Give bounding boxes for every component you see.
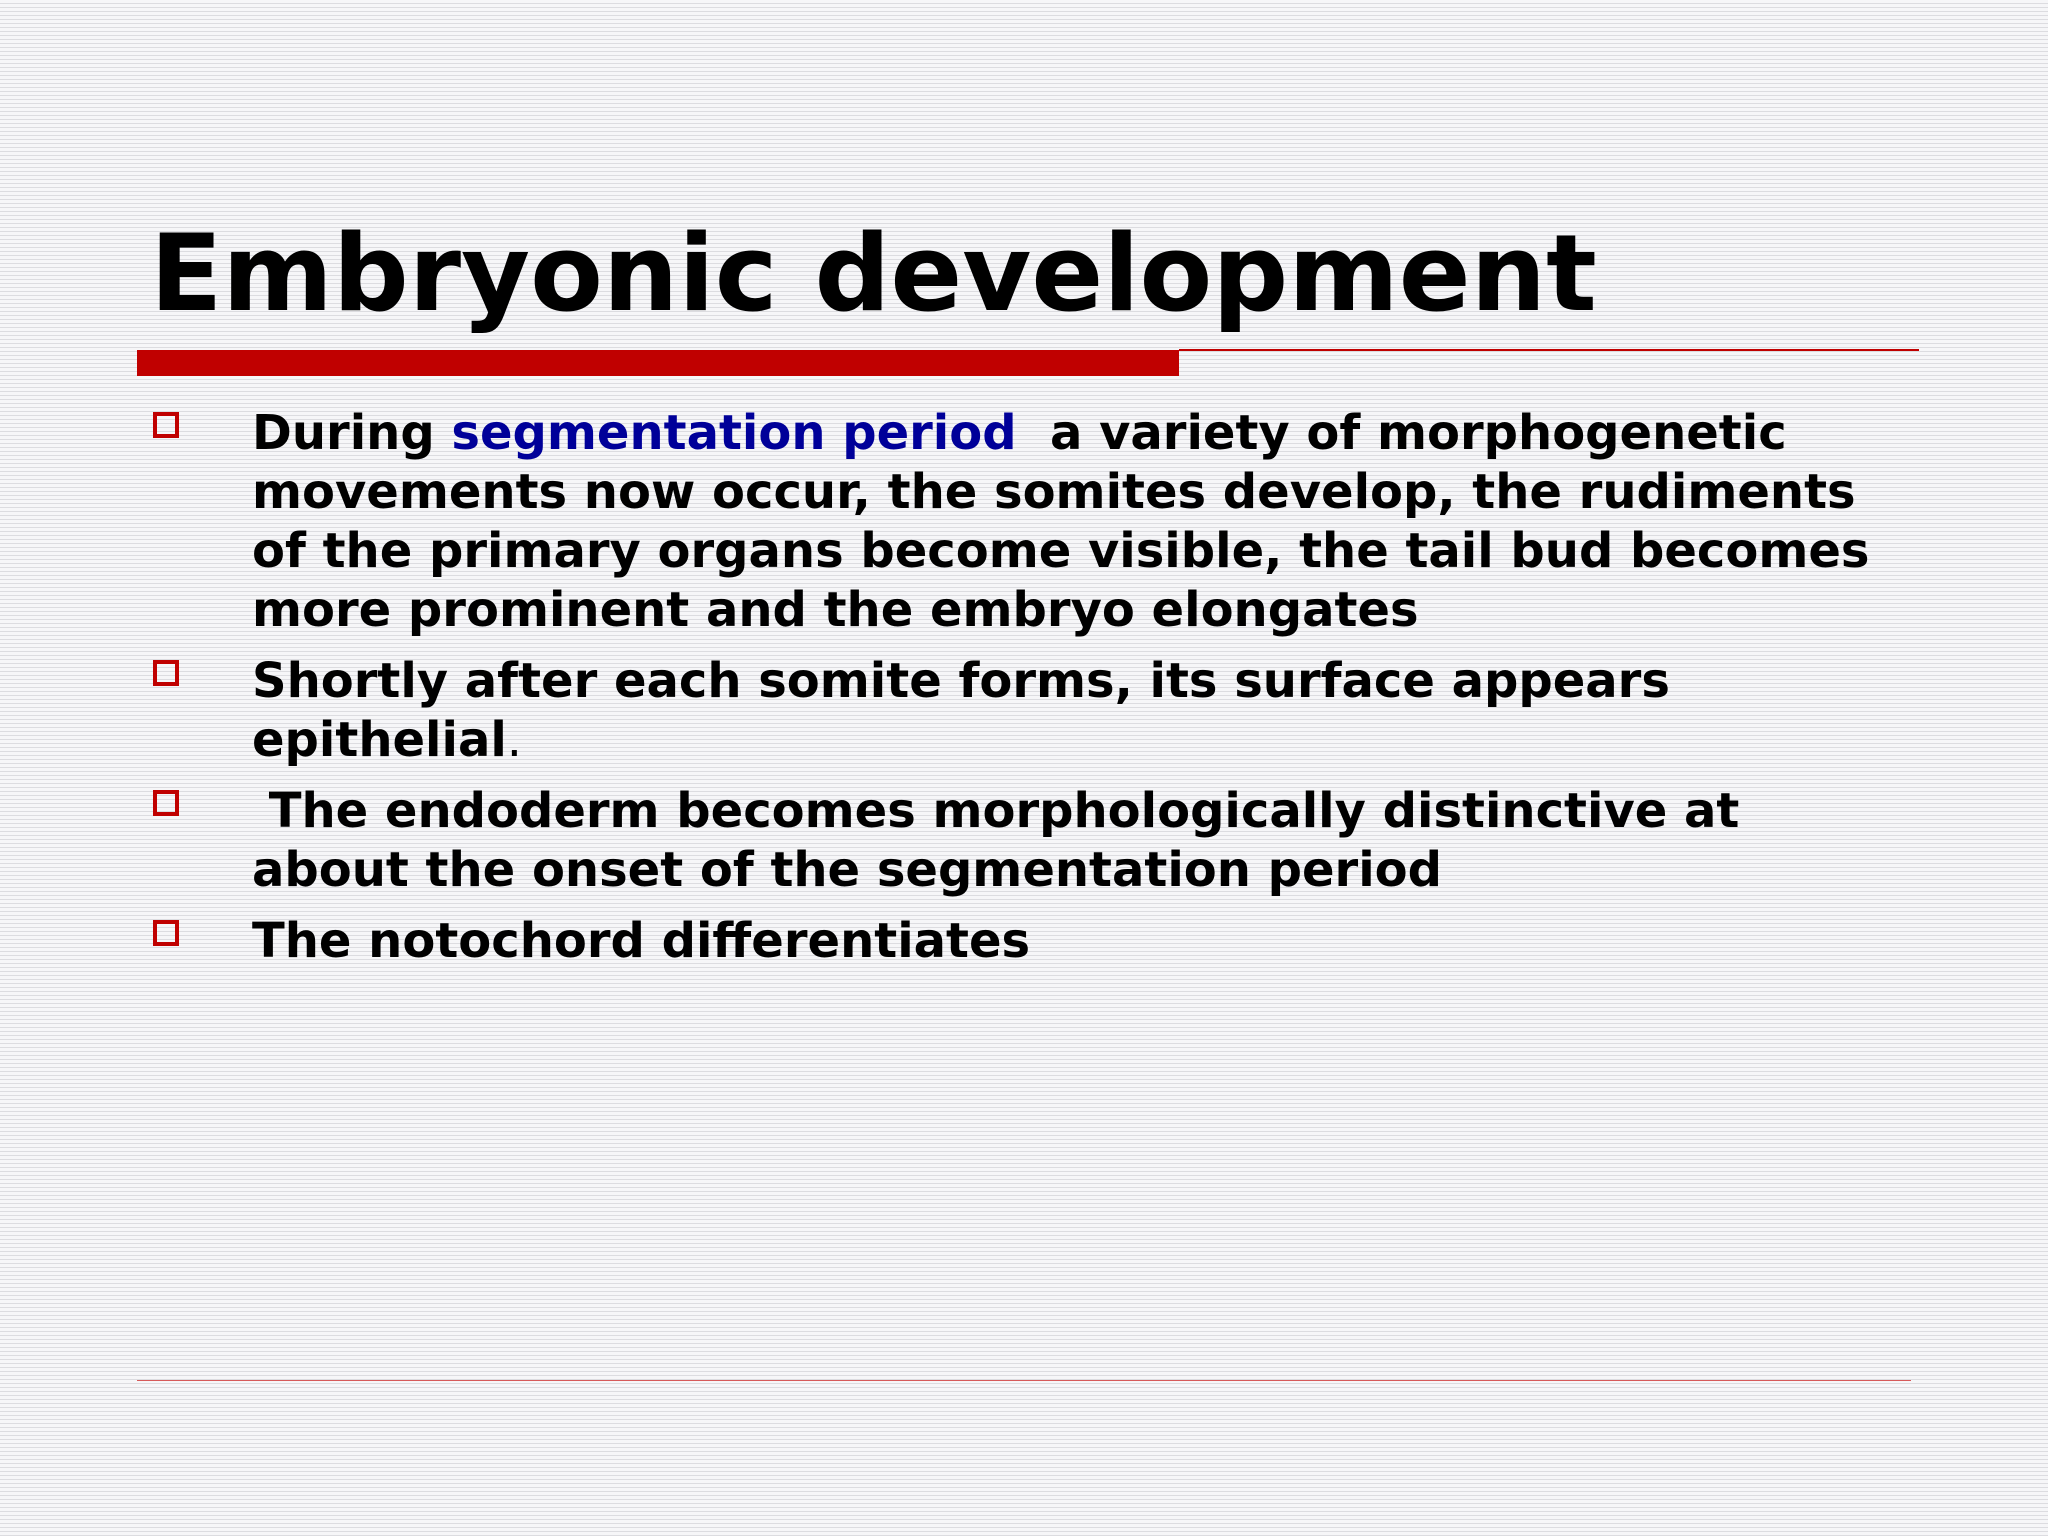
bullet-item bbox=[150, 404, 1890, 640]
square-bullet-icon bbox=[153, 412, 179, 438]
bullet-text: The endoderm becomes morphologically distinctive at about the onset of the segmentation period bbox=[252, 783, 1757, 898]
bullet-text: Shortly after each somite forms, its surface appears epithelial bbox=[252, 653, 1670, 768]
footer-divider bbox=[137, 1380, 1911, 1381]
bullet-text-suffix: . bbox=[506, 712, 523, 768]
bullet-item bbox=[150, 912, 1890, 971]
bullet-text: The notochord differentiates bbox=[252, 913, 1031, 969]
bullet-text-prefix: During bbox=[252, 405, 452, 461]
square-bullet-icon bbox=[153, 790, 179, 816]
bullet-item bbox=[150, 782, 1890, 900]
title-underline-thin bbox=[1179, 349, 1919, 351]
bullet-text: a variety of morphogenetic movements now occur, the somites develop, the rudiments of the primary organs become visible, the tail bud becomes more prominent and the embryo elongates bbox=[252, 405, 1887, 638]
bullet-item bbox=[150, 652, 1890, 770]
bullet-highlight-term: segmentation period bbox=[451, 405, 1017, 461]
title-underline-thick bbox=[137, 350, 1179, 376]
square-bullet-icon bbox=[153, 660, 179, 686]
slide-title: Embryonic development bbox=[150, 212, 1597, 335]
square-bullet-icon bbox=[153, 920, 179, 946]
bullet-list bbox=[150, 404, 1890, 983]
